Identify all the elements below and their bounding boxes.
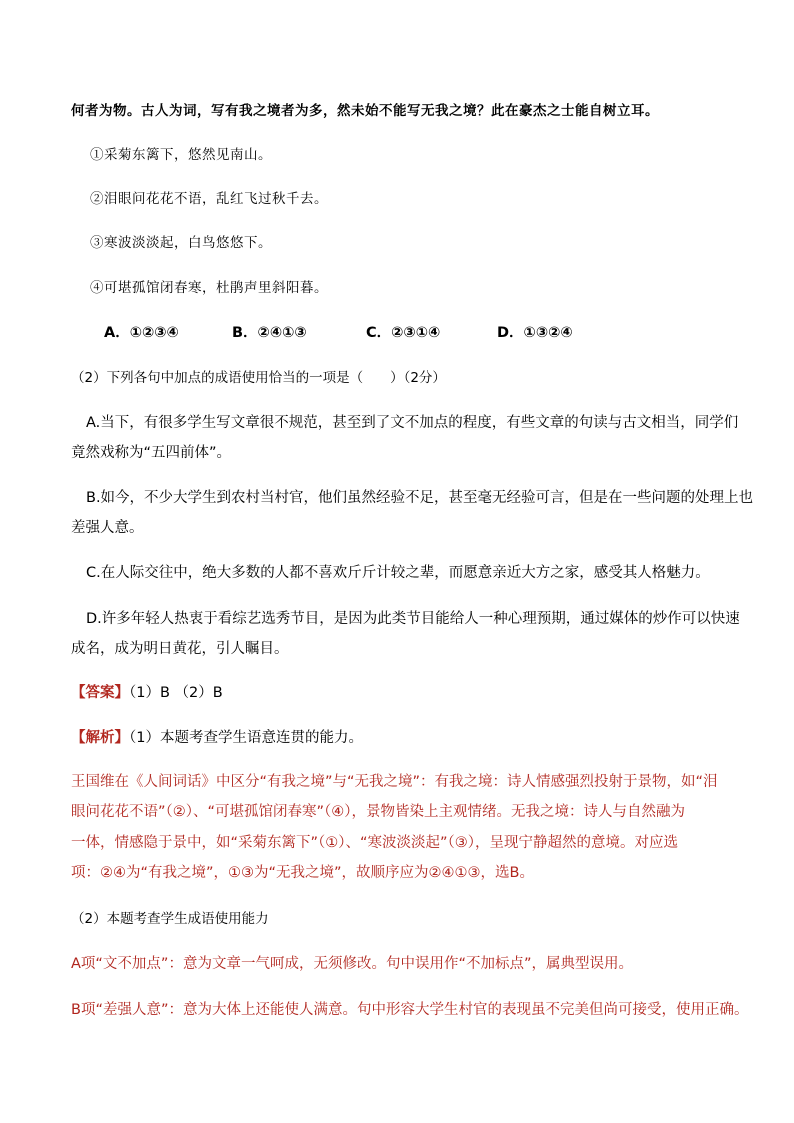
answer-row [71,684,731,702]
poem-line-2: ②泪眼问花花不语，乱红飞过秋千去。 [90,191,328,207]
analysis-q1-line-2: 眼问花花不语”（②）、“可堪孤馆闭春寒”（④），景物皆染上主观情绪。无我之境：诗人与自然融为 [71,804,686,820]
analysis-q2-line-1: A项“文不加点”：意为文章一气呵成，无须修改。句中误用作“不加标点”，属典型误用。 [71,956,633,972]
q2-option-c-line1: C.在人际交往中，绝大多数的人都不喜欢斤斤计较之辈，而愿意亲近大方之家，感受其人格魅力。 [86,565,710,581]
answer-text: （1）B （2）B [129,685,223,701]
q2-option-b-line1: B.如今，不少大学生到农村当村官，他们虽然经验不足，甚至毫无经验可言，但是在一些问题的处理上也 [86,490,754,506]
q2-option-d-line2: 成名，成为明日黄花，引人瞩目。 [71,641,289,657]
analysis-q1-line-4: 项：②④为“有我之境”，①③为“无我之境”，故顺序应为②④①③，选B。 [71,865,534,881]
q2-stem: （2）下列各句中加点的成语使用恰当的一项是（ ）（2分） [71,370,446,386]
poem-line-3: ③寒波淡淡起，白鸟悠悠下。 [90,235,272,251]
q2-option-b-line2: 差强人意。 [71,520,144,536]
analysis-tag: 【解析】 [71,730,129,746]
answer-tag: 【答案】 [71,685,129,701]
analysis-q1-intro: （1）本题考查学生语意连贯的能力。 [129,730,363,746]
poem-line-1: ①采菊东篱下，悠然见南山。 [90,147,272,163]
q2-option-a-line2: 竟然戏称为“五四前体”。 [71,445,232,461]
q1-option-d: D．①③②④ [497,325,573,341]
intro-text: 何者为物。古人为词，写有我之境者为多，然未始不能写无我之境？此在豪杰之士能自树立耳。 [71,103,659,119]
q2-option-a-line1: A.当下，有很多学生写文章很不规范，甚至到了文不加点的程度，有些文章的句读与古文相当，同学们 [86,415,739,431]
analysis-q1-line-3: 一体，情感隐于景中，如“采菊东篱下”（①）、“寒波淡淡起”（③），呈现宁静超然的意境。对应选 [71,835,679,851]
poem-line-4: ④可堪孤馆闭春寒，杜鹃声里斜阳暮。 [90,280,328,296]
analysis-q2-intro: （2）本题考查学生成语使用能力 [71,911,269,927]
q1-option-a: A．①②③④ [104,325,179,341]
q1-option-b: B．②④①③ [232,325,307,341]
analysis-row [71,729,731,747]
q2-option-d-line1: D.许多年轻人热衷于看综艺选秀节目，是因为此类节目能给人一种心理预期，通过媒体的炒作可以快速 [86,611,740,627]
analysis-q2-line-2: B项“差强人意”：意为大体上还能使人满意。句中形容大学生村官的表现虽不完美但尚可接受，使用正确。 [71,1002,749,1018]
analysis-q1-line-1: 王国维在《人间词话》中区分“有我之境”与“无我之境”：有我之境：诗人情感强烈投射于景物，如“泪 [71,774,718,790]
q1-option-c: C．②③①④ [366,325,441,341]
